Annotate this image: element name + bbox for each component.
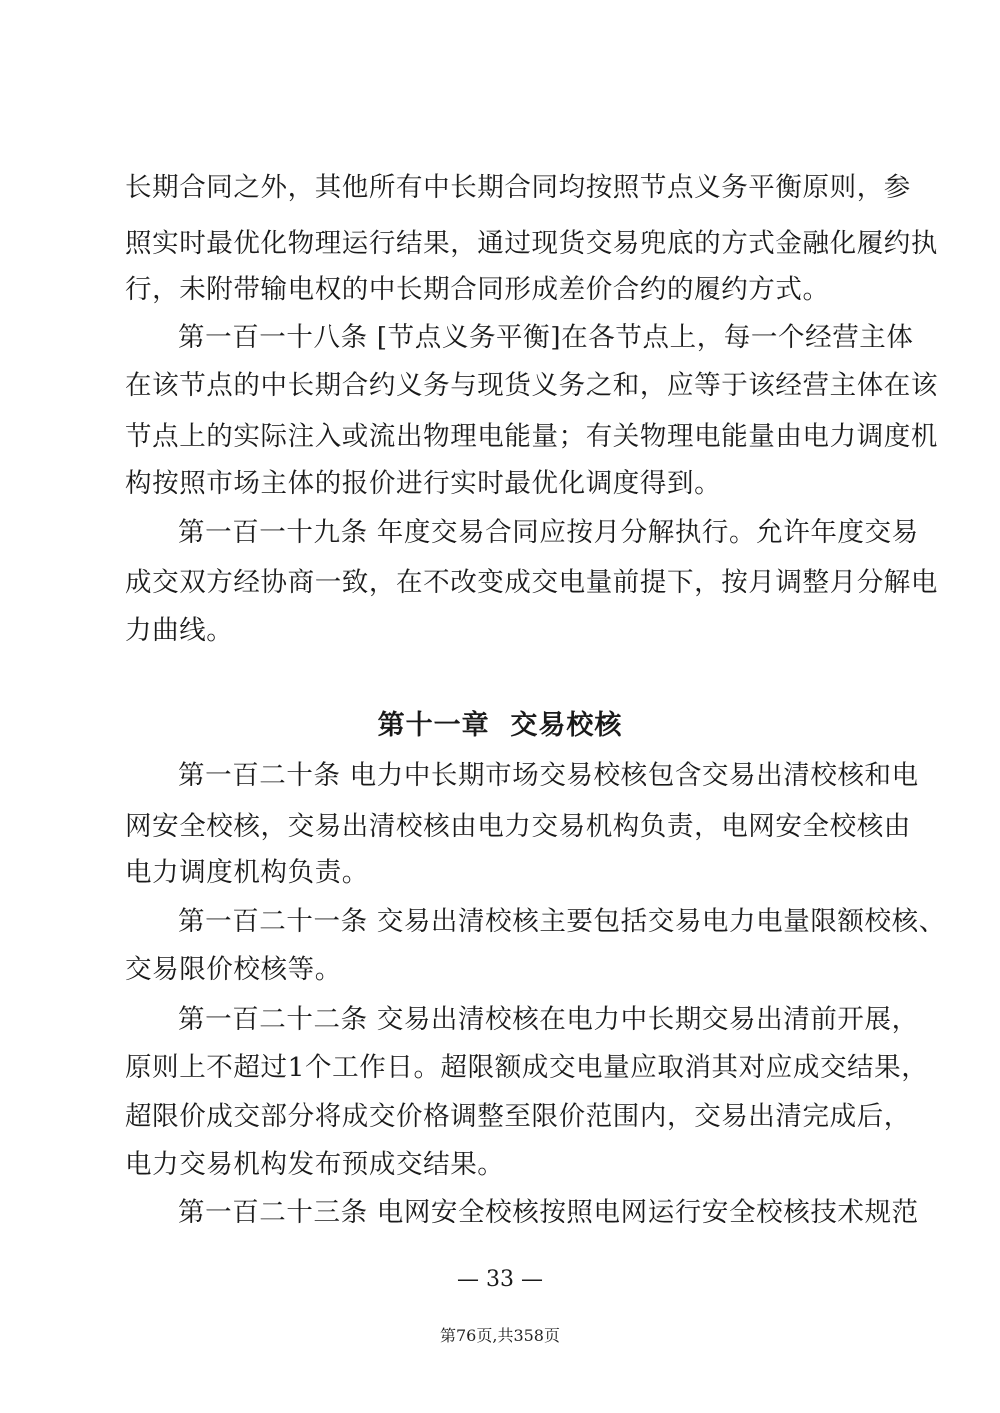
article-118-first-line: 第一百一十八条 [节点义务平衡]在各节点上，每一个经营主体: [178, 322, 914, 353]
body-text-line: 照实时最优化物理运行结果，通过现货交易兜底的方式金融化履约执: [125, 228, 938, 259]
body-text-line: 超限价成交部分将成交价格调整至限价范围内，交易出清完成后，: [125, 1101, 911, 1132]
body-text-line: 交易限价校核等。: [125, 954, 342, 985]
body-text-line: 原则上不超过1个工作日。超限额成交电量应取消其对应成交结果，: [125, 1052, 929, 1083]
chapter-heading: 第十一章 交易校核: [377, 710, 623, 741]
article-122-first-line: 第一百二十二条 交易出清校核在电力中长期交易出清前开展，: [178, 1004, 919, 1035]
article-120-first-line: 第一百二十条 电力中长期市场交易校核包含交易出清校核和电: [178, 760, 919, 791]
article-121-first-line: 第一百二十一条 交易出清校核主要包括交易电力电量限额校核、: [178, 906, 946, 937]
body-text-line: 节点上的实际注入或流出物理电能量；有关物理电能量由电力调度机: [125, 421, 938, 452]
body-text-line: 力曲线。: [125, 615, 234, 646]
body-text-line: 网安全校核，交易出清校核由电力交易机构负责，电网安全校核由: [125, 811, 911, 842]
body-text-line: 电力调度机构负责。: [125, 857, 369, 888]
body-text-line: 构按照市场主体的报价进行实时最优化调度得到。: [125, 468, 722, 499]
body-text-line: 成交双方经协商一致，在不改变成交电量前提下，按月调整月分解电: [125, 567, 938, 598]
article-123-first-line: 第一百二十三条 电网安全校核按照电网运行安全校核技术规范: [178, 1197, 919, 1228]
body-text-line: 行，未附带输电权的中长期合同形成差价合约的履约方式。: [125, 274, 830, 305]
body-text-line: 长期合同之外，其他所有中长期合同均按照节点义务平衡原则，参: [125, 172, 911, 203]
page-count-footer: 第76页,共358页: [440, 1326, 560, 1345]
article-119-first-line: 第一百一十九条 年度交易合同应按月分解执行。允许年度交易: [178, 517, 919, 548]
body-text-line: 在该节点的中长期合约义务与现货义务之和，应等于该经营主体在该: [125, 370, 938, 401]
page-number: — 33 —: [457, 1267, 543, 1292]
body-text-line: 电力交易机构发布预成交结果。: [125, 1149, 505, 1180]
